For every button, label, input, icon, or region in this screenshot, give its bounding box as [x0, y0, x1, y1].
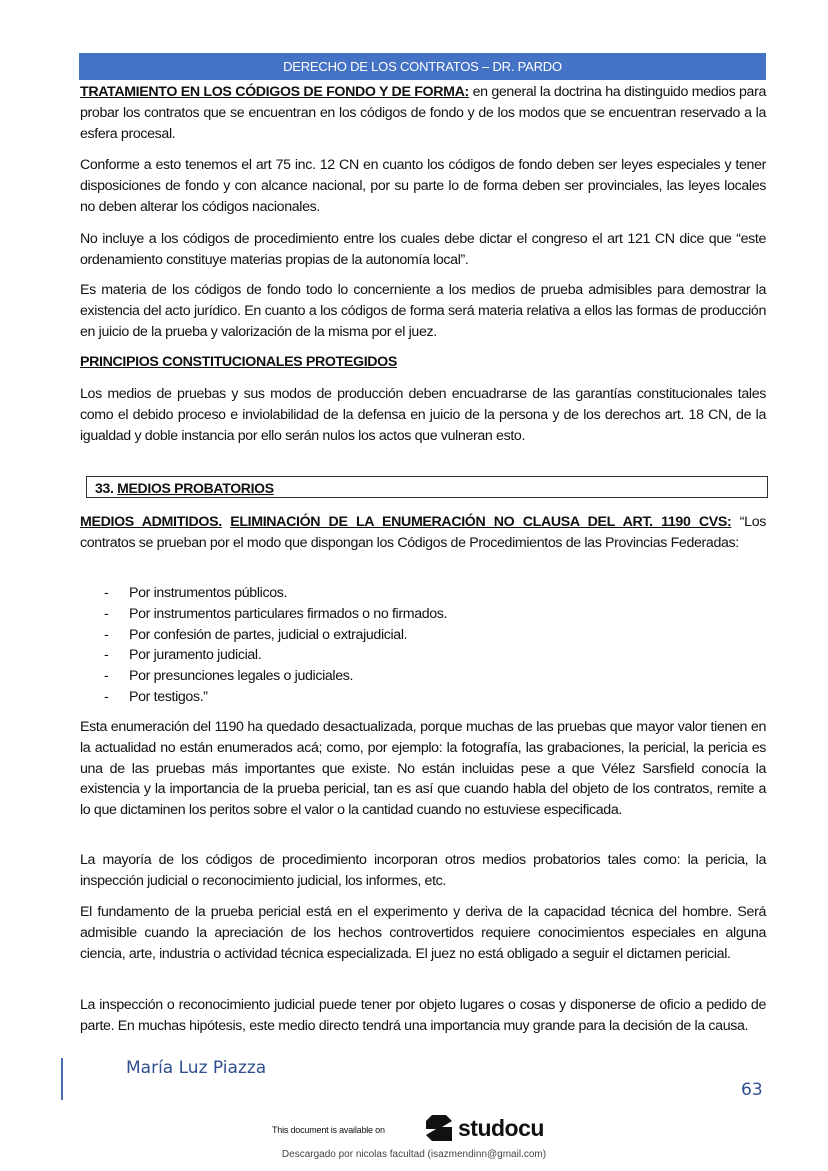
heading-text: MEDIOS ADMITIDOS. [80, 514, 222, 530]
section-number: 33. [95, 480, 118, 496]
brand-name: studocu [458, 1114, 544, 1141]
paragraph: Conforme a esto tenemos el art 75 inc. 12 CN en cuanto los códigos de fondo deben ser leyes especiales y tener disposiciones de fondo y con alcance nacional, por su parte lo de forma deben ser provinciales, las leyes locales no deben alterar los códigos nacionales. [80, 157, 766, 215]
paragraph-tratamiento [80, 82, 766, 144]
running-header: DERECHO DE LOS CONTRATOS – DR. PARDO [79, 53, 766, 80]
evidence-list [104, 583, 447, 708]
paragraph: Esta enumeración del 1190 ha quedado desactualizada, porque muchas de las pruebas que mayor valor tienen en la actualidad no están enumerados acá; como, por ejemplo: la fotografía, las grabaciones, la pericial, la pericia es una de las pruebas más importantes que existe. No están incluidas pese a que Vélez Sarsfield conocía la existencia y la importancia de la prueba pericial, tan es así que cuando habla del objeto de los contratos, remite a lo que dictaminen los peritos sobre el valor o la cantidad cuando no estuviese especificada. [80, 719, 766, 819]
studocu-logo-icon [424, 1113, 454, 1143]
footer-bar [61, 1058, 63, 1100]
list-item: - Por juramento judicial. [104, 647, 262, 664]
list-item: - Por confesión de partes, judicial o extrajudicial. [104, 626, 408, 643]
paragraph: Es materia de los códigos de fondo todo lo concerniente a los medios de prueba admisibles para demostrar la existencia del acto jurídico. En cuanto a los códigos de forma será materia relativa a ellos las formas de producción en juicio de la prueba y valorización de la misma por el juez. [80, 282, 766, 340]
paragraph: Los medios de pruebas y sus modos de producción deben encuadrarse de las garantías constitucionales tales como el debido proceso e inviolabilidad de la defensa en juicio de la persona y de los derechos art. 18 CN, de la igualdad y doble instancia por ello serán nulos los actos que vulneran esto. [80, 386, 766, 444]
section-title: MEDIOS PROBATORIOS [117, 480, 274, 496]
section-heading: TRATAMIENTO EN LOS CÓDIGOS DE FONDO Y DE FORMA: [80, 84, 469, 100]
page-number: 63 [741, 1080, 763, 1100]
heading-text: PRINCIPIOS CONSTITUCIONALES PROTEGIDOS [80, 354, 397, 370]
author-name: María Luz Piazza [126, 1058, 267, 1078]
list-item: - Por instrumentos públicos. [104, 585, 288, 601]
section-title-box [86, 476, 768, 498]
studocu-logo[interactable] [424, 1113, 544, 1143]
paragraph-medios-admitidos [80, 512, 766, 554]
list-item: - Por testigos.” [104, 688, 208, 705]
paragraph: El fundamento de la prueba pericial está en el experimento y deriva de la capacidad técnica del hombre. Será admisible cuando la apreciación de los hechos controvertidos requiere conocimientos especiales en alguna ciencia, arte, industria o actividad técnica especializada. El juez no está obligado a seguir el dictamen pericial. [80, 904, 766, 962]
section-heading [80, 352, 766, 373]
download-notice: Descargado por nicolas facultad (isazmendinn@gmail.com) [281, 1149, 547, 1160]
availability-text: This document is available on [272, 1125, 385, 1135]
paragraph-text: “Los contratos se prueban por el modo que dispongan los Códigos de Procedimientos de las Provincias Federadas: [80, 514, 767, 551]
paragraph-text: en general la doctrina ha distinguido medios para probar los contratos que se encuentran en los códigos de fondo y de los modos que se encuentran reservado a la esfera procesal. [80, 84, 767, 142]
heading-text: ELIMINACIÓN DE LA ENUMERACIÓN NO CLAUSA DEL ART. 1190 CVS: [230, 514, 732, 530]
paragraph: No incluye a los códigos de procedimiento entre los cuales debe dictar el congreso el art 121 CN dice que “este ordenamiento constituye materias propias de la autonomía local”. [80, 231, 766, 268]
paragraph: La mayoría de los códigos de procedimiento incorporan otros medios probatorios tales como: la pericia, la inspección judicial o reconocimiento judicial, los informes, etc. [80, 852, 766, 889]
list-item: - Por instrumentos particulares firmados o no firmados. [104, 605, 448, 622]
paragraph: La inspección o reconocimiento judicial puede tener por objeto lugares o cosas y disponerse de oficio a pedido de parte. En muchas hipótesis, este medio directo tendrá una importancia muy grande para la decisión de la causa. [80, 997, 766, 1034]
list-item: - Por presunciones legales o judiciales. [104, 668, 354, 685]
